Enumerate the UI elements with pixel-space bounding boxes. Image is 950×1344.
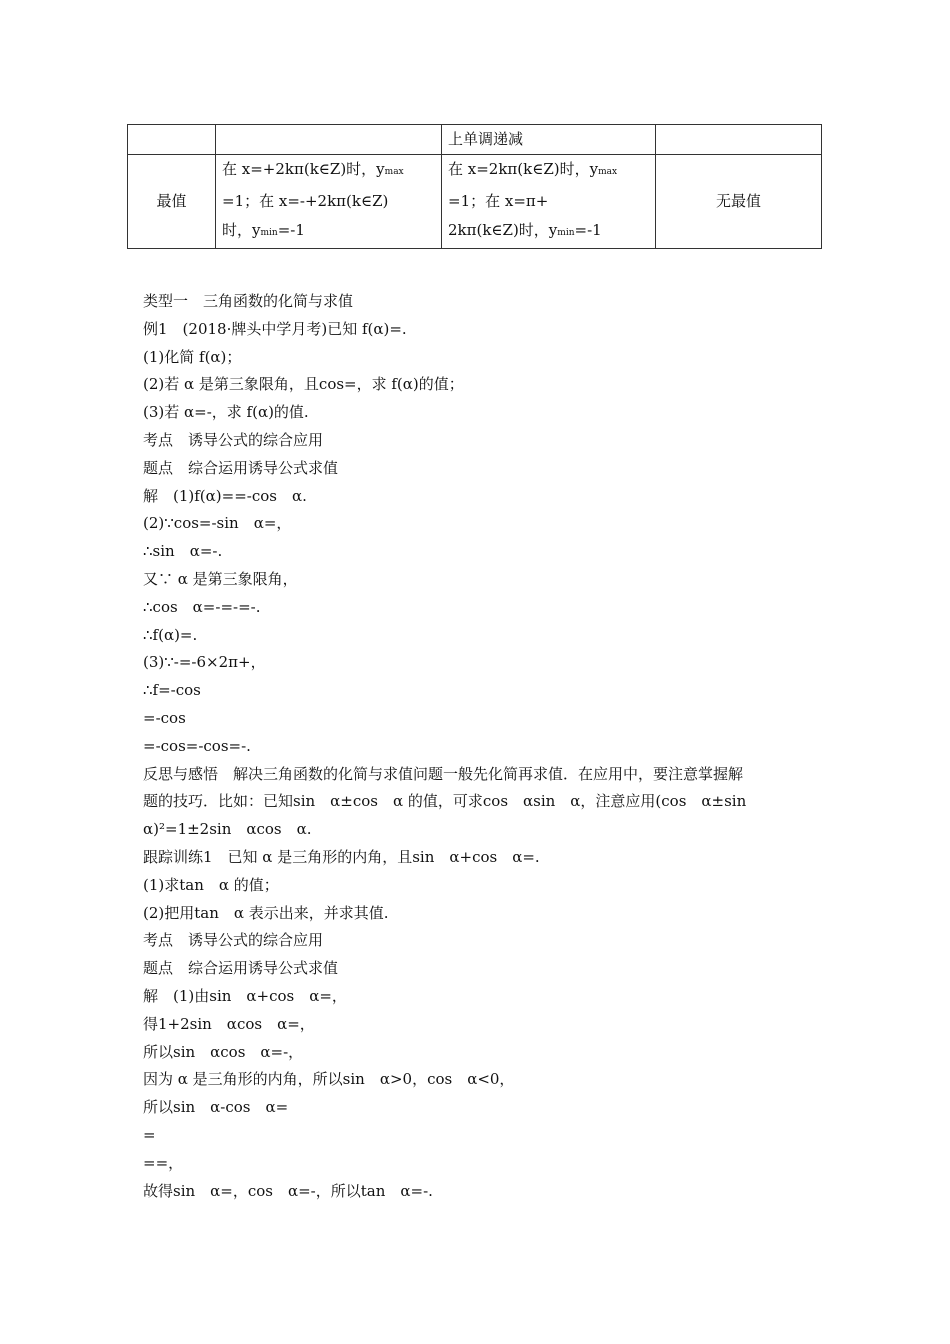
text-line: 故得sin α=，cos α=-，所以tan α=-.	[143, 1181, 433, 1200]
text-line: (3)∵-=-6×2π+，	[143, 653, 266, 672]
table-cell	[442, 155, 656, 249]
text-line: 所以sin α-cos α=	[143, 1098, 289, 1117]
text-line: 得1+2sin αcos α=，	[143, 1014, 315, 1033]
text-line: 又∵ α 是第三象限角，	[143, 569, 298, 588]
table-cell: 上单调递减	[442, 125, 656, 155]
text-line: ∴cos α=-=-=-.	[143, 597, 261, 616]
cell-line: 时，ymin=-1	[222, 221, 305, 239]
text-line: (2)∵cos=-sin α=，	[143, 514, 292, 533]
text-line: =	[143, 1125, 156, 1144]
cell-line: =1；在 x=π+	[448, 192, 549, 210]
text-line: 解 (1)由sin α+cos α=，	[143, 986, 347, 1005]
document-body	[143, 288, 815, 1205]
text-line: ==，	[143, 1153, 184, 1172]
text-line: =-cos	[143, 708, 186, 727]
table-cell	[216, 125, 442, 155]
text-line: 因为 α 是三角形的内角，所以sin α>0，cos α<0，	[143, 1070, 515, 1089]
text-line: 例1 (2018·牌头中学月考)已知 f(α)=.	[143, 319, 407, 338]
cell-line: 在 x=2kπ(k∈Z)时，ymax	[448, 160, 618, 178]
text-line: (1)化简 f(α)；	[143, 347, 242, 366]
text-line: (3)若 α=-，求 f(α)的值.	[143, 403, 309, 422]
table-cell	[128, 125, 216, 155]
text-line: 跟踪训练1 已知 α 是三角形的内角，且sin α+cos α=.	[143, 847, 540, 866]
text-line: 解 (1)f(α)==-cos α.	[143, 486, 307, 505]
text-line: 反思与感悟 解决三角函数的化简与求值问题一般先化简再求值．在应用中，要注意掌握解	[143, 764, 744, 783]
text-line: ∴f(α)=.	[143, 625, 198, 644]
cell-line: =1；在 x=-+2kπ(k∈Z)	[222, 192, 389, 210]
text-line: 所以sin αcos α=-，	[143, 1042, 304, 1061]
text-line: (1)求tan α 的值；	[143, 875, 279, 894]
cell-line: 在 x=+2kπ(k∈Z)时，ymax	[222, 160, 404, 178]
text-line: 题的技巧．比如：已知sin α±cos α 的值，可求cos αsin α，注意应用(cos α±sin	[143, 792, 747, 811]
text-line: (2)把用tan α 表示出来，并求其值.	[143, 903, 389, 922]
cell-line: 2kπ(k∈Z)时，ymin=-1	[448, 221, 602, 239]
text-line: 考点 诱导公式的综合应用	[143, 931, 324, 950]
text-line: ∴f=-cos	[143, 681, 201, 700]
text-line: =-cos=-cos=-.	[143, 736, 251, 755]
table-cell	[656, 125, 822, 155]
text-line: 类型一 三角函数的化简与求值	[143, 292, 354, 310]
table-row	[128, 155, 822, 249]
text-line: α)²=1±2sin αcos α.	[143, 820, 312, 839]
text-line: 题点 综合运用诱导公式求值	[143, 959, 339, 978]
text-line: 考点 诱导公式的综合应用	[143, 430, 324, 449]
row-label-extremum: 最值	[128, 155, 216, 249]
text-line: ∴sin α=-.	[143, 542, 223, 561]
properties-table	[127, 124, 822, 249]
text-line: (2)若 α 是第三象限角，且cos=，求 f(α)的值；	[143, 375, 464, 394]
table-cell	[216, 155, 442, 249]
table-cell: 无最值	[656, 155, 822, 249]
table-row	[128, 125, 822, 155]
text-line: 题点 综合运用诱导公式求值	[143, 458, 339, 477]
